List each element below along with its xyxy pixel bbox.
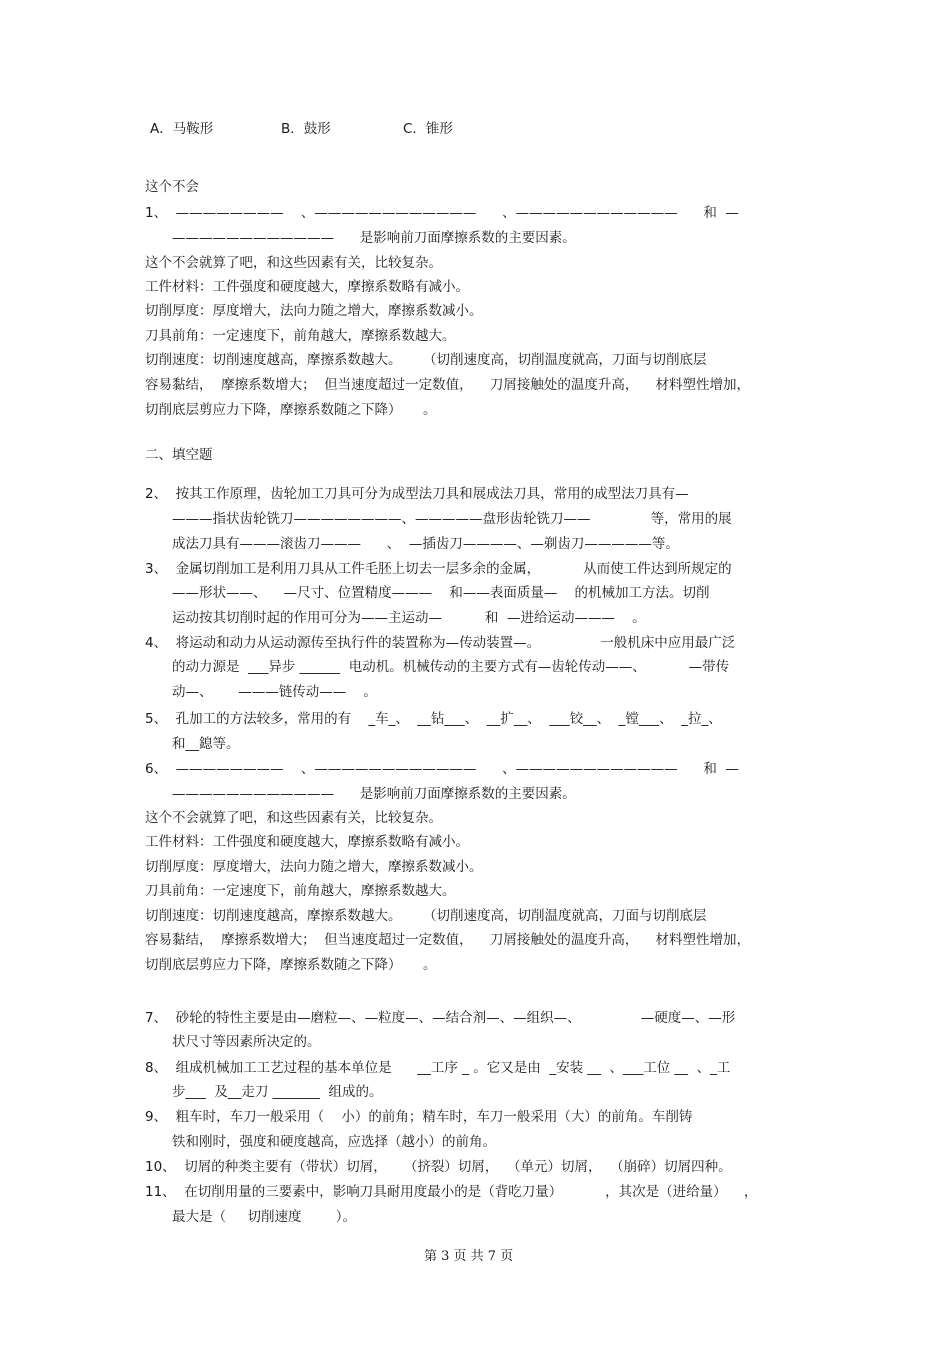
answer-line: 切削速度：切削速度越高，摩擦系数越大。 （切削速度高，切削温度就高，刀面与切削底层 bbox=[145, 352, 707, 368]
section-title: 二、填空题 bbox=[145, 447, 213, 463]
question-2-line-2: ———指状齿轮铣刀————————、—————盘形齿轮铣刀—— 等，常用的展 bbox=[172, 511, 732, 527]
question-10-line-1: 10、 切屑的种类主要有（带状）切屑， （挤裂）切屑， （单元）切屑， （崩碎）切屑四种。 bbox=[145, 1159, 732, 1175]
question-1-line-1: 1、 ———————— 、———————————— 、———————————— 和 — bbox=[145, 205, 739, 221]
note-text: 这个不会 bbox=[145, 179, 199, 195]
question-2-line-3: 成法刀具有———滚齿刀——— 、 —插齿刀————、—剃齿刀—————等。 bbox=[172, 536, 679, 552]
question-4-line-1: 4、 将运动和动力从运动源传至执行件的装置称为—传动装置—。 一般机床中应用最广泛 bbox=[145, 635, 736, 651]
question-9-line-1: 9、 粗车时，车刀一般采用（ 小）的前角；精车时，车刀一般采用（大）的前角。车削铸 bbox=[145, 1109, 693, 1125]
question-8-line-1: 8、 组成机械加工工艺过程的基本单位是 __工序 _ 。它又是由 _安装 __ 、___工位 __ 、_工 bbox=[145, 1060, 731, 1076]
question-6-line-1: 6、 ———————— 、———————————— 、———————————— 和 — bbox=[145, 761, 739, 777]
option-b: B．鼓形 bbox=[281, 121, 331, 137]
option-c: C．锥形 bbox=[403, 121, 453, 137]
answer-line: 切削底层剪应力下降，摩擦系数随之下降） 。 bbox=[145, 402, 437, 418]
question-5-line-2: 和__鎴等。 bbox=[172, 736, 240, 752]
answer-line: 切削厚度：厚度增大，法向力随之增大，摩擦系数减小。 bbox=[145, 859, 483, 875]
answer-line: 这个不会就算了吧，和这些因素有关，比较复杂。 bbox=[145, 810, 442, 826]
question-1-line-2: ———————————— 是影响前刀面摩擦系数的主要因素。 bbox=[172, 230, 576, 246]
page-footer: 第 3 页 共 7 页 bbox=[424, 1249, 514, 1264]
answer-line: 这个不会就算了吧，和这些因素有关，比较复杂。 bbox=[145, 255, 442, 271]
question-3-line-2: ——形状——、 —尺寸、位置精度——— 和——表面质量— 的机械加工方法。切削 bbox=[172, 585, 710, 601]
answer-line: 工件材料：工件强度和硬度越大，摩擦系数略有减小。 bbox=[145, 834, 469, 850]
question-5-line-1: 5、 孔加工的方法较多，常用的有 _车_、 __钻___、 __扩__、 ___铰__、 _镗___、 _拉_、 bbox=[145, 711, 722, 727]
answer-line: 切削厚度：厚度增大，法向力随之增大，摩擦系数减小。 bbox=[145, 303, 483, 319]
question-8-line-2: 步___ 及__走刀 _______ 组成的。 bbox=[172, 1084, 383, 1100]
question-2-line-1: 2、 按其工作原理，齿轮加工刀具可分为成型法刀具和展成法刀具，常用的成型法刀具有— bbox=[145, 486, 689, 502]
answer-line: 切削底层剪应力下降，摩擦系数随之下降） 。 bbox=[145, 957, 437, 973]
answer-line: 工件材料：工件强度和硬度越大，摩擦系数略有减小。 bbox=[145, 279, 469, 295]
answer-line: 切削速度：切削速度越高，摩擦系数越大。 （切削速度高，切削温度就高，刀面与切削底层 bbox=[145, 908, 707, 924]
answer-line: 刀具前角：一定速度下，前角越大，摩擦系数越大。 bbox=[145, 883, 456, 899]
question-4-line-3: 动—、 ———链传动—— 。 bbox=[172, 684, 377, 700]
option-a: A．马鞍形 bbox=[150, 121, 214, 137]
question-11-line-2: 最大是（ 切削速度 ）。 bbox=[172, 1209, 357, 1225]
question-11-line-1: 11、 在切削用量的三要素中，影响刀具耐用度最小的是（背吃刀量） ，其次是（进给量） ， bbox=[145, 1184, 758, 1200]
answer-line: 容易黏结， 摩擦系数增大； 但当速度超过一定数值， 刀屑接触处的温度升高， 材料塑性增加， bbox=[145, 377, 750, 393]
question-9-line-2: 铁和刚时，强度和硬度越高，应选择（越小）的前角。 bbox=[172, 1134, 496, 1150]
answer-line: 容易黏结， 摩擦系数增大； 但当速度超过一定数值， 刀屑接触处的温度升高， 材料塑性增加， bbox=[145, 932, 750, 948]
question-4-line-2: 的动力源是 ___异步 ______ 电动机。机械传动的主要方式有—齿轮传动——、 —带传 bbox=[172, 659, 730, 675]
question-7-line-1: 7、 砂轮的特性主要是由—磨粒—、—粒度—、—结合剂—、—组织—、 —硬度—、—形 bbox=[145, 1010, 736, 1026]
answer-line: 刀具前角：一定速度下，前角越大，摩擦系数越大。 bbox=[145, 328, 456, 344]
question-6-line-2: ———————————— 是影响前刀面摩擦系数的主要因素。 bbox=[172, 786, 576, 802]
question-3-line-3: 运动按其切削时起的作用可分为——主运动— 和 —进给运动——— 。 bbox=[172, 610, 646, 626]
question-7-line-2: 状尺寸等因素所决定的。 bbox=[172, 1034, 321, 1050]
question-3-line-1: 3、 金属切削加工是利用刀具从工件毛胚上切去一层多余的金属， 从而使工件达到所规定的 bbox=[145, 561, 732, 577]
